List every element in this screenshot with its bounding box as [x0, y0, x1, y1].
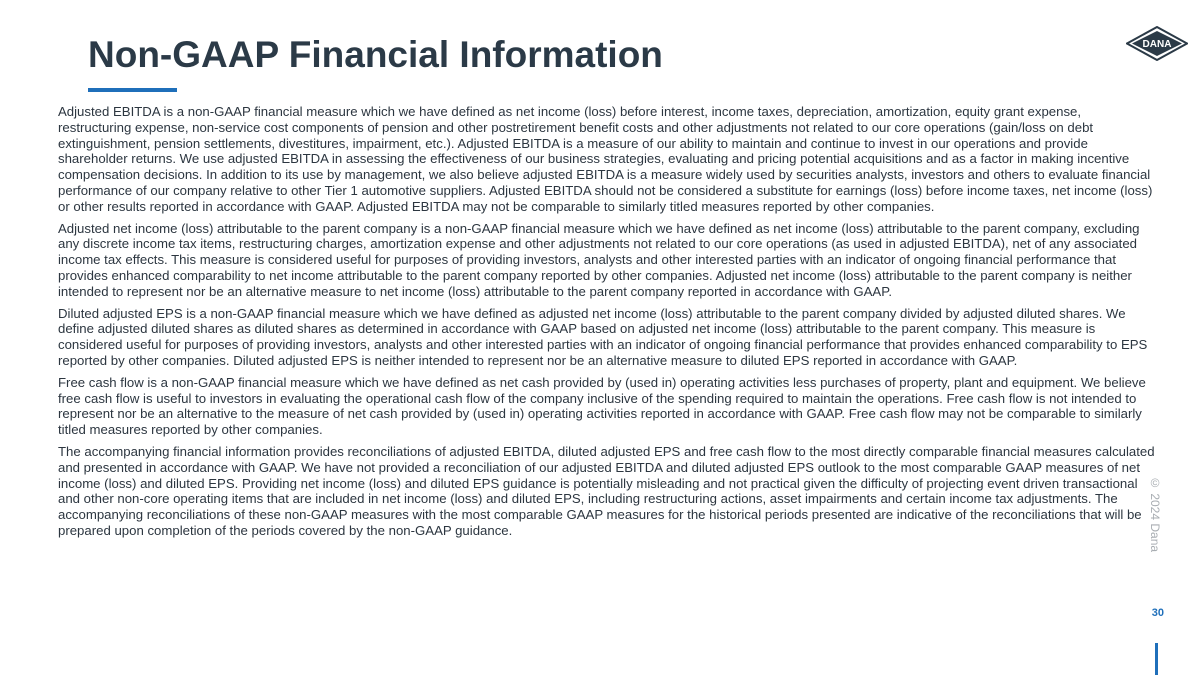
paragraph-free-cash-flow: Free cash flow is a non-GAAP financial measure which we have defined as net cash provided by (used in) operating activities less purchases of property, plant and equipment. We believe free cash flow is useful to investors in evaluating the operational cash flow of the company inclusive of the spending required to maintain the operations. Free cash flow is not intended to represent nor be an alternative to the measure of net cash provided by (used in) operating activities reported in accordance with GAAP. Free cash flow may not be comparable to similarly titled measures reported by other companies.	[58, 374, 1146, 438]
paragraph-adjusted-net-income: Adjusted net income (loss) attributable to the parent company is a non-GAAP financial measure which we have defined as net income (loss) attributable to the parent company, excluding any discrete income tax items, restructuring charges, amortization expense and other adjustments not related to our core operations (as used in adjusted EBITDA), net of any associated income tax effects. This measure is considered useful for purposes of providing investors, analysts and other interested parties with an indicator of ongoing financial performance that provides enhanced comparability to net income attributable to the parent company reported by other companies. Adjusted net income (loss) attributable to the parent company is neither intended to represent nor be an alternative measure to net income (loss) attributable to the parent company reported in accordance with GAAP.	[58, 220, 1140, 299]
paragraph-reconciliations: The accompanying financial information provides reconciliations of adjusted EBITDA, diluted adjusted EPS and free cash flow to the most directly comparable financial measures calculated and presented in accordance with GAAP. We have not provided a reconciliation of our adjusted EBITDA and diluted adjusted EPS outlook to the most comparable GAAP measures of net income (loss) and diluted EPS. Providing net income (loss) and diluted EPS guidance is potentially misleading and not practical given the difficulty of projecting event driven transactional and other non-core operating items that are included in net income (loss) and diluted EPS, including restructuring actions, asset impairments and certain income tax adjustments. The accompanying reconciliations of these non-GAAP measures with the most comparable GAAP measures for the historical periods presented are indicative of the reconciliations that will be prepared upon completion of the periods covered by the non-GAAP guidance.	[58, 443, 1155, 538]
paragraph-diluted-adjusted-eps: Diluted adjusted EPS is a non-GAAP financial measure which we have defined as adjusted net income (loss) attributable to the parent company divided by adjusted diluted shares. We define adjusted diluted shares as diluted shares as determined in accordance with GAAP based on adjusted net income (loss) attributable to the parent company. This measure is considered useful for purposes of providing investors, analysts and other interested parties with an indicator of ongoing financial performance that provides enhanced comparability to EPS reported by other companies. Diluted adjusted EPS is neither intended to represent nor be an alternative measure to diluted EPS reported in accordance with GAAP.	[58, 305, 1148, 368]
dana-logo-icon	[1126, 26, 1188, 61]
copyright-notice: © 2024 Dana	[1148, 476, 1162, 553]
slide-title: Non-GAAP Financial Information	[88, 34, 663, 75]
title-underline	[88, 88, 177, 92]
paragraph-adjusted-ebitda: Adjusted EBITDA is a non-GAAP financial measure which we have defined as net income (loss) before interest, income taxes, depreciation, amortization, equity grant expense, restructuring expense, non-service cost components of pension and other postretirement benefit costs and other adjustments not related to our core operations (gain/loss on debt extinguishment, pension settlements, divestitures, impairment, etc.). Adjusted EBITDA is a measure of our ability to maintain and continue to invest in our operations and provide shareholder returns. We use adjusted EBITDA in assessing the effectiveness of our business strategies, evaluating and pricing potential acquisitions and as a factor in making incentive compensation decisions. In addition to its use by management, we also believe adjusted EBITDA is a measure widely used by securities analysts, investors and others to evaluate financial performance of our company relative to other Tier 1 automotive suppliers. Adjusted EBITDA should not be considered a substitute for earnings (loss) before income taxes, net income (loss) or other results reported in accordance with GAAP. Adjusted EBITDA may not be comparable to similarly titled measures reported by other companies.	[58, 104, 1153, 214]
page-number: 30	[1151, 607, 1164, 619]
logo-text: DANA	[1142, 39, 1172, 50]
corner-accent-bar	[1155, 643, 1158, 675]
body-text	[58, 104, 1156, 545]
